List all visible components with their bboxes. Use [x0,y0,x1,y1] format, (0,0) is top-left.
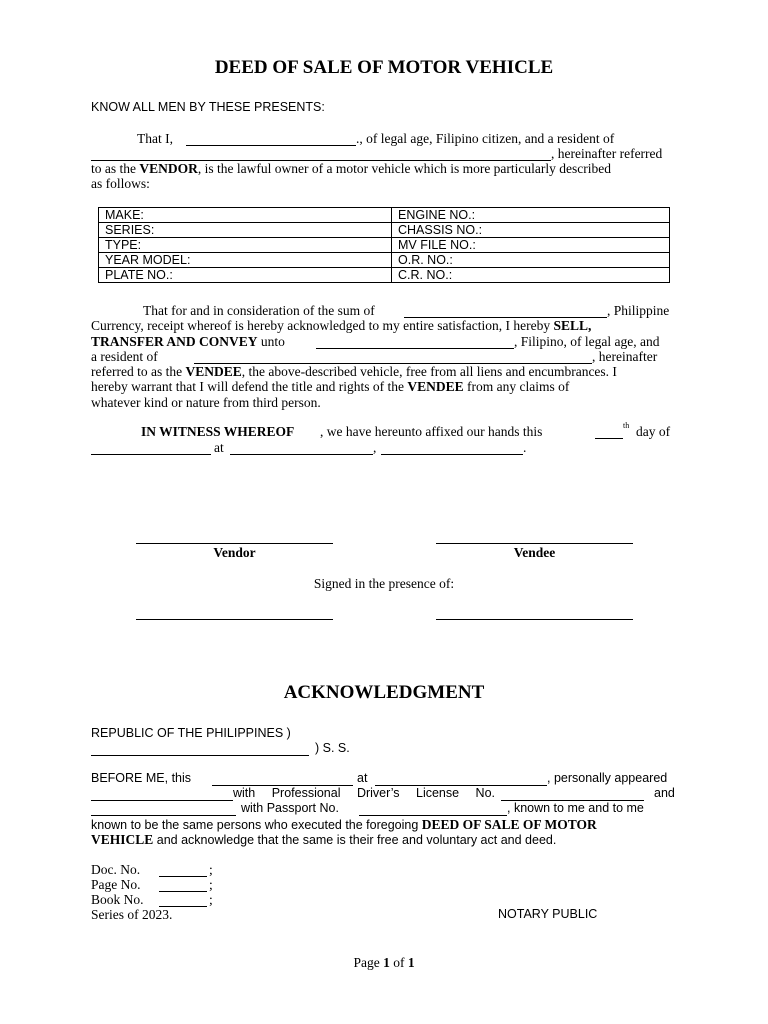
document-title: DEED OF SALE OF MOTOR VEHICLE [214,57,554,78]
page-footer: Page 1 of 1 [353,955,415,970]
vehicle-table-cell: MV FILE NO.: [392,238,670,253]
licensee-name-blank[interactable] [91,789,233,801]
vehicle-table-cell: SERIES: [99,223,392,238]
para1-line4: as follows: [91,176,150,191]
vehicle-table-cell: O.R. NO.: [392,253,670,268]
series-line: Series of 2023. [91,907,173,922]
license-no-blank[interactable] [501,789,644,801]
presence-text: Signed in the presence of: [313,576,455,591]
republic-line: REPUBLIC OF THE PHILIPPINES ) [91,726,291,740]
vendor-signature-line[interactable] [136,543,333,544]
para2-line6: hereby warrant that I will defend the title and rights of the VENDEE from any claims of [91,379,570,394]
vehicle-table-row [99,223,670,238]
vehicle-table-row [99,253,670,268]
vehicle-table-cell: C.R. NO.: [392,268,670,283]
city-blank[interactable] [91,744,309,756]
vehicle-table-row [99,208,670,223]
ack-line1: BEFORE ME, this at , personally appeared [91,771,668,785]
document-page: DEED OF SALE OF MOTOR VEHICLE KNOW ALL MEN BY THESE PRESENTS: That I, ., of legal age, Filipino citizen, and a resident of , hereinafter referred to as the VENDOR, is the lawful owner of a motor vehicle which is more particularly described as follows: MAKE: ENGINE NO.: SERIES: CHASSIS NO.: TYPE: MV FILE NO.: YEAR MODEL: O.R. NO.: PLATE NO.: C.R. NO.: That for and in consideration of the sum of , Philippine Currency, receipt whereof is hereby acknowledged to my entire satisfaction, I hereby SELL, TRANSFER AND CONVEY unto , Filipino, of legal age, and a resident of , hereinafter referred to as the VENDEE, the above-described vehicle, free from all liens and encumbrances. I hereby warrant that I will defend the title and rights of the VENDEE from any claims of whatever kind or nature from third person. IN WITNESS WHEREOF , we have hereunto affixed our hands this th day of at , . Vendor Vendee Signed in the presence of: ACKNOWLEDGMENT REPUBLIC OF THE PHILIPPINES ) ) S. S. BEFORE ME, this at , personally appeared with Professional Driver’s License No. and with Passport No. , known to me and to me known to be the same persons who executed the foregoing DEED OF SALE OF MOTOR VEHICLE and acknowledge that the same is their free and voluntary act and deed. Doc. No. ; Page No. ; Book No. ; Series of 2023. NOTARY PUBLIC Page 1 of 1 [0,0,768,1024]
vendee-label: Vendee [513,545,556,560]
vehicle-table-cell: CHASSIS NO.: [392,223,670,238]
vendor-label: Vendor [213,545,256,560]
vehicle-table-cell: TYPE: [99,238,392,253]
page-no: Page No. ; [91,877,213,892]
book-no: Book No. ; [91,892,213,907]
doc-no: Doc. No. ; [91,862,213,877]
vendee-name-blank[interactable] [316,337,514,349]
para2-line2: Currency, receipt whereof is hereby acknowledged to my entire satisfaction, I hereby SELL, [91,318,592,333]
vendee-signature-line[interactable] [436,543,633,544]
ack-date-blank[interactable] [212,774,353,786]
ack-line4: known to be the same persons who executed the foregoing DEED OF SALE OF MOTOR [91,817,597,832]
doc-no-blank[interactable] [159,865,207,877]
para2-line5: referred to as the VENDEE, the above-described vehicle, free from all liens and encumbrances. I [91,364,617,379]
acknowledgment-title: ACKNOWLEDGMENT [283,682,485,703]
vendor-address-blank[interactable] [91,149,551,161]
passport-no-blank[interactable] [359,804,507,816]
vendee-address-blank[interactable] [194,352,592,364]
notary-public-label: NOTARY PUBLIC [498,907,598,921]
day-blank[interactable] [595,427,623,439]
vehicle-table-cell: YEAR MODEL: [99,253,392,268]
passport-holder-blank[interactable] [91,804,236,816]
place2-blank[interactable] [381,443,523,455]
vendor-name-blank[interactable] [186,134,356,146]
witness1-signature-line[interactable] [136,619,333,620]
para2-line7: whatever kind or nature from third person. [91,395,321,410]
page-no-blank[interactable] [159,880,207,892]
vehicle-table-row [99,238,670,253]
vehicle-table-cell: MAKE: [99,208,392,223]
vehicle-table-row [99,268,670,283]
para2-line4: a resident of , hereinafter [91,349,658,364]
para2-line3: TRANSFER AND CONVEY unto , Filipino, of legal age, and [91,334,660,349]
ack-place-blank[interactable] [375,774,547,786]
sum-blank[interactable] [404,306,607,318]
know-all-heading: KNOW ALL MEN BY THESE PRESENTS: [91,100,325,114]
vehicle-details-table [98,207,670,283]
ack-line5: VEHICLE and acknowledge that the same is their free and voluntary act and deed. [91,832,557,847]
vehicle-table-cell: ENGINE NO.: [392,208,670,223]
month-year-blank[interactable] [91,443,211,455]
para1-line3: to as the VENDOR, is the lawful owner of a motor vehicle which is more particularly described [91,161,612,176]
place-blank[interactable] [230,443,373,455]
book-no-blank[interactable] [159,895,207,907]
witness2-signature-line[interactable] [436,619,633,620]
vehicle-table-cell: PLATE NO.: [99,268,392,283]
